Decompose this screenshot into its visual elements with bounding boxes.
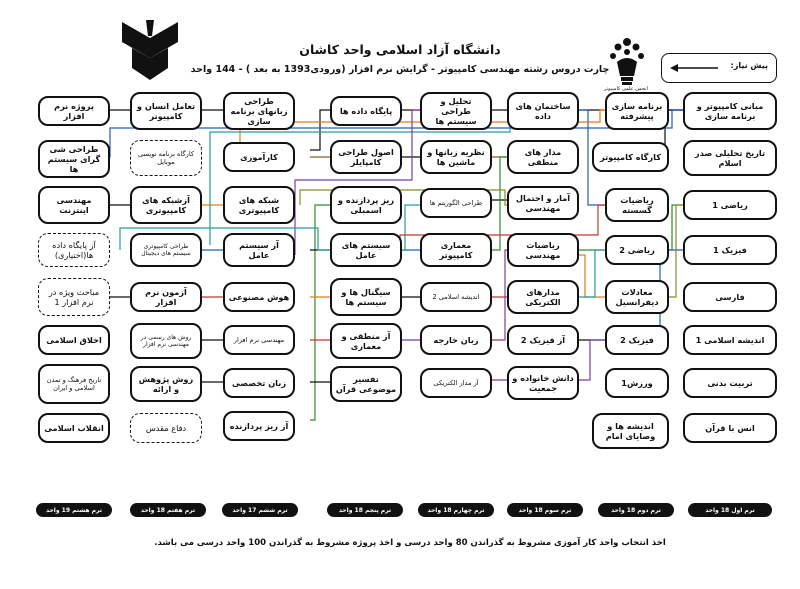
course-box[interactable]: اصول طراحی کامپایلر — [330, 140, 402, 174]
course-box[interactable]: مبانی کامپیوتر و برنامه سازی — [683, 92, 777, 130]
course-box[interactable]: آز مدار الکتریکی — [420, 368, 492, 398]
course-box[interactable]: آزمون نرم افزار — [130, 282, 202, 312]
course-box[interactable]: تاریخ تحلیلی صدر اسلام — [683, 140, 777, 176]
course-box[interactable]: اندیشه اسلامی 2 — [420, 282, 492, 312]
course-box-optional[interactable]: دفاع مقدس — [130, 413, 202, 443]
course-box[interactable]: انس با قرآن — [683, 413, 777, 443]
course-box[interactable]: ریز پردازنده و اسمبلی — [330, 186, 402, 224]
course-box[interactable]: اندیشه ها و وصایای امام — [592, 413, 669, 449]
course-box[interactable]: هوش مصنوعی — [223, 282, 295, 312]
page-subtitle: چارت دروس رشته مهندسی کامپیوتر - گرایش نرم افزار (ورودی1393 به بعد ) - 144 واحد — [190, 64, 610, 75]
arrow-left-icon — [670, 62, 720, 74]
course-box[interactable]: مدارهای الکتریکی — [507, 280, 579, 314]
course-box[interactable]: تعامل انسان و کامپیوتر — [130, 92, 202, 130]
term-label: ترم دوم 18 واحد — [598, 503, 674, 517]
course-box[interactable]: ریاضی 2 — [605, 235, 669, 265]
course-box[interactable]: تربیت بدنی — [683, 368, 777, 398]
course-box[interactable]: ورزش1 — [605, 368, 669, 398]
term-label: ترم اول 18 واحد — [688, 503, 772, 517]
course-box[interactable]: آز فیزیک 2 — [507, 325, 579, 355]
course-box[interactable]: ریاضیات گسسته — [605, 188, 669, 222]
university-logo-icon — [118, 18, 182, 84]
course-box[interactable]: اخلاق اسلامی — [38, 325, 110, 355]
course-box[interactable]: آمار و احتمال مهندسی — [507, 186, 579, 220]
course-box[interactable]: پروژه نرم افزار — [38, 96, 110, 126]
course-box[interactable]: اندیشه اسلامی 1 — [683, 325, 777, 355]
term-label: ترم چهارم 18 واحد — [418, 503, 494, 517]
page-title: دانشگاه آزاد اسلامی واحد کاشان — [299, 42, 501, 57]
course-box[interactable]: سیگنال ها و سیستم ها — [330, 278, 402, 316]
course-box[interactable]: زبان تخصصی — [223, 368, 295, 398]
course-box[interactable]: زبان خارجه — [420, 325, 492, 355]
course-box[interactable]: آز ریز پردازنده — [223, 411, 295, 441]
prereq-line — [210, 110, 517, 245]
course-box[interactable]: طراحی شی گرای سیستم ها — [38, 140, 110, 178]
prereq-line — [310, 110, 330, 150]
course-box[interactable]: طراحی زبانهای برنامه سازی — [223, 92, 295, 130]
course-box[interactable]: معادلات دیفرانسیل — [605, 280, 669, 314]
course-box[interactable]: شبکه های کامپیوتری — [223, 186, 295, 224]
term-label: ترم هفتم 18 واحد — [130, 503, 206, 517]
course-box[interactable]: مهندسی اینترنت — [38, 186, 110, 224]
footnote: اخذ انتخاب واحد کار آموزی مشروط به گذراندن 80 واحد درسی و اخذ پروژه مشروط به گذراندن 100 واحد درسی می باشد. — [154, 538, 666, 548]
course-box[interactable]: ساختمان های داده — [507, 92, 579, 130]
course-box[interactable]: آز سیستم عامل — [223, 233, 295, 267]
course-box[interactable]: تاریخ فرهنگ و تمدن اسلامی و ایران — [38, 364, 110, 404]
association-name: انجمن علمی کامپیوتر — [604, 86, 648, 92]
course-box[interactable]: دانش خانواده و جمعیت — [507, 366, 579, 400]
course-box[interactable]: نظریه زبانها و ماشین ها — [420, 140, 492, 174]
course-box[interactable]: روش های رسمی در مهندسی نرم افزار — [130, 323, 202, 359]
course-box[interactable]: سیستم های عامل — [330, 233, 402, 267]
course-box[interactable]: معماری کامپیوتر — [420, 233, 492, 267]
course-box[interactable]: فیزیک 2 — [605, 325, 669, 355]
term-label: ترم سوم 18 واحد — [507, 503, 583, 517]
prerequisite-legend — [661, 53, 777, 83]
course-box-optional[interactable]: مباحث ویژه در نرم افزار 1 — [38, 278, 110, 316]
association-logo-icon — [607, 34, 647, 94]
term-label: ترم ششم 17 واحد — [222, 503, 298, 517]
course-box[interactable]: روش پژوهش و ارائه — [130, 366, 202, 402]
course-box[interactable]: فیزیک 1 — [683, 235, 777, 265]
course-box[interactable]: آز منطقی و معماری — [330, 323, 402, 359]
term-label: ترم هشتم 19 واحد — [36, 503, 112, 517]
course-box-optional[interactable]: آز پایگاه داده ها(اختیاری) — [38, 233, 110, 267]
course-box-optional[interactable]: کارگاه برنامه نویسی موبایل — [130, 140, 202, 176]
course-box[interactable]: کارگاه کامپیوتر — [592, 142, 669, 172]
course-box[interactable]: تحلیل و طراحی سیستم ها — [420, 92, 492, 130]
prereq-line — [310, 205, 330, 420]
course-box[interactable]: پایگاه داده ها — [330, 96, 402, 126]
course-box[interactable]: طراحی کامپیوتری سیستم های دیجیتال — [130, 233, 202, 267]
course-box[interactable]: طراحی الگوریتم ها — [420, 188, 492, 218]
legend-label: پیش نیاز: — [730, 61, 768, 70]
course-box[interactable]: مدار های منطقی — [507, 140, 579, 174]
course-box[interactable]: تفسیر موضوعی قرآن — [330, 366, 402, 402]
course-box[interactable]: انقلاب اسلامی — [38, 413, 110, 443]
term-label: ترم پنجم 18 واحد — [327, 503, 403, 517]
course-box[interactable]: برنامه سازی پیشرفته — [605, 92, 669, 130]
course-box[interactable]: آزشبکه های کامپیوتری — [130, 186, 202, 224]
course-box[interactable]: ریاضی 1 — [683, 190, 777, 220]
course-box[interactable]: کارآموزی — [223, 142, 295, 172]
course-box[interactable]: مهندسی نرم افزار — [223, 325, 295, 355]
course-box[interactable]: فارسی — [683, 282, 777, 312]
course-box[interactable]: ریاضیات مهندسی — [507, 233, 579, 267]
